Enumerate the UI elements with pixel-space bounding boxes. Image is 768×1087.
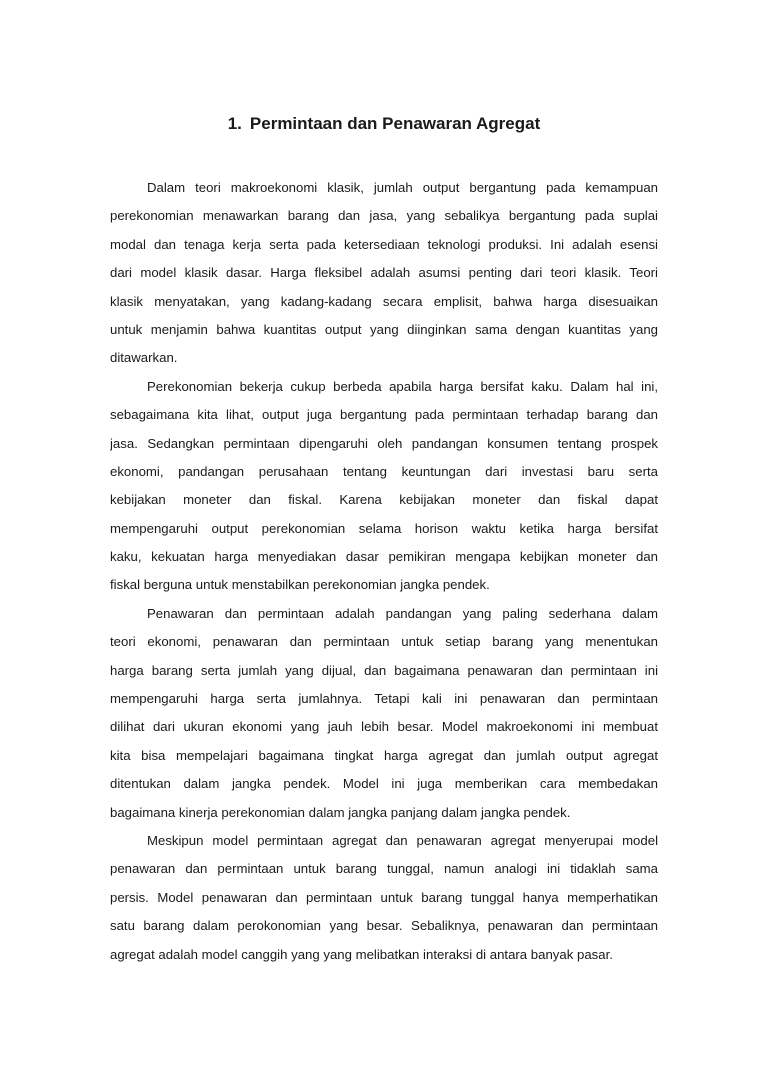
- paragraph-line: modal dan tenaga kerja serta pada ketersediaan teknologi produksi. Ini adalah esensi: [110, 236, 658, 252]
- paragraph-line: penawaran dan permintaan untuk barang tunggal, namun analogi ini tidaklah sama: [110, 861, 658, 877]
- section-number: 1.: [227, 114, 242, 133]
- paragraph-line: harga barang serta jumlah yang dijual, dan bagaimana penawaran dan permintaan ini: [110, 662, 658, 678]
- paragraph-line: ekonomi, pandangan perusahaan tentang keuntungan dari investasi baru serta: [110, 463, 658, 479]
- paragraph-line: Meskipun model permintaan agregat dan penawaran agregat menyerupai model: [147, 832, 658, 848]
- paragraph-line: persis. Model penawaran dan permintaan untuk barang tunggal hanya memperhatikan: [110, 889, 658, 905]
- paragraph: [110, 827, 658, 969]
- paragraph-line: kaku, kekuatan harga menyediakan dasar pemikiran mengapa kebijkan moneter dan: [110, 549, 658, 565]
- section-title-text: Permintaan dan Penawaran Agregat: [249, 114, 541, 133]
- paragraph-line: dari model klasik dasar. Harga fleksibel adalah asumsi penting dari teori klasik. Teori: [110, 265, 658, 281]
- paragraph-line: ditentukan dalam jangka pendek. Model ini juga memberikan cara membedakan: [110, 776, 658, 792]
- paragraph-line: fiskal berguna untuk menstabilkan perekonomian jangka pendek.: [110, 577, 490, 593]
- paragraph-line: agregat adalah model canggih yang yang melibatkan interaksi di antara banyak pasar.: [110, 946, 613, 962]
- paragraph-line: ditawarkan.: [110, 350, 178, 366]
- paragraph-line: bagaimana kinerja perekonomian dalam jangka panjang dalam jangka pendek.: [110, 804, 571, 820]
- paragraph-line: satu barang dalam perokonomian yang besar. Sebaliknya, penawaran dan permintaan: [110, 918, 658, 934]
- paragraph-line: teori ekonomi, penawaran dan permintaan untuk setiap barang yang menentukan: [110, 634, 658, 650]
- paragraph-line: jasa. Sedangkan permintaan dipengaruhi oleh pandangan konsumen tentang prospek: [110, 435, 658, 451]
- paragraph-line: Perekonomian bekerja cukup berbeda apabila harga bersifat kaku. Dalam hal ini,: [147, 378, 658, 394]
- paragraph-line: Dalam teori makroekonomi klasik, jumlah output bergantung pada kemampuan: [147, 180, 658, 195]
- body-text: [110, 174, 658, 969]
- paragraph-line: untuk menjamin bahwa kuantitas output yang diinginkan sama dengan kuantitas yang: [110, 321, 658, 337]
- paragraph-line: mempengaruhi output perekonomian selama horison waktu ketika harga bersifat: [110, 520, 658, 536]
- paragraph: [110, 373, 658, 600]
- paragraph-line: kebijakan moneter dan fiskal. Karena kebijakan moneter dan fiskal dapat: [110, 492, 658, 508]
- paragraph-line: kita bisa mempelajari bagaimana tingkat harga agregat dan jumlah output agregat: [110, 747, 658, 763]
- paragraph-line: sebagaimana kita lihat, output juga bergantung pada permintaan terhadap barang dan: [110, 407, 658, 423]
- paragraph-line: klasik menyatakan, yang kadang-kadang secara emplisit, bahwa harga disesuaikan: [110, 293, 658, 309]
- paragraph-line: Penawaran dan permintaan adalah pandangan yang paling sederhana dalam: [147, 605, 658, 621]
- paragraph: [110, 174, 658, 373]
- paragraph-line: perekonomian menawarkan barang dan jasa, yang sebalikya bergantung pada suplai: [110, 208, 658, 224]
- paragraph-line: mempengaruhi harga serta jumlahnya. Tetapi kali ini penawaran dan permintaan: [110, 691, 658, 707]
- paragraph: [110, 600, 658, 827]
- paragraph-line: dilihat dari ukuran ekonomi yang jauh lebih besar. Model makroekonomi ini membuat: [110, 719, 658, 735]
- section-title: [0, 113, 768, 135]
